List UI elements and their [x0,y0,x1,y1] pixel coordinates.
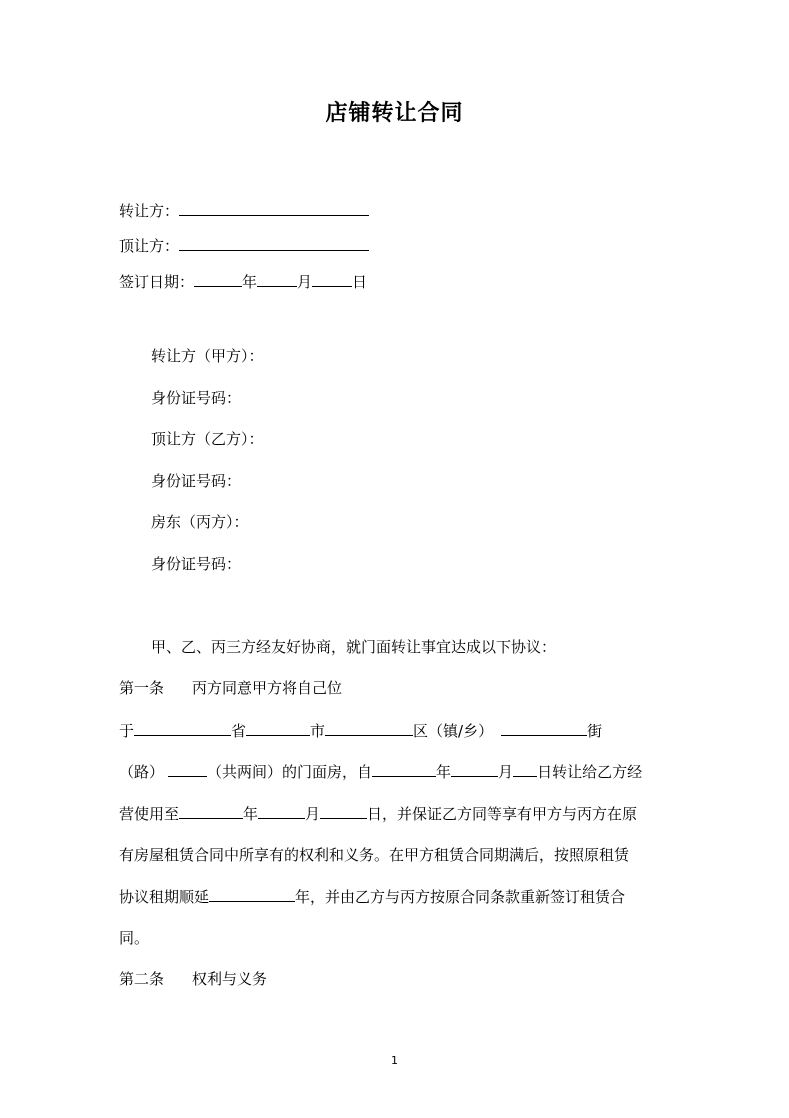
start-month-blank [451,761,498,777]
article-1-line-2 [119,761,642,782]
article-1-heading [119,678,342,698]
sign-date-field [119,271,367,292]
road-blank [168,761,207,777]
start-day-blank [513,761,537,777]
party-c-label: 房东（丙方）： [151,513,249,531]
article-2-heading [119,969,267,989]
sign-year-blank [194,271,242,287]
article-1-text: （路） [119,763,165,781]
extension-years-blank [209,886,295,902]
article-1-line-6: 同。 [119,929,150,947]
party-b-label: 顶让方（乙方）： [151,430,264,448]
article-1-line-1 [119,720,602,741]
article-1-text: 日，并保证乙方同等享有甲方与丙方在原 [367,805,638,823]
article-1-line-5 [119,886,625,907]
article-2-heading-text: 权利与义务 [192,970,268,988]
article-1-text: 年，并由乙方与丙方按原合同条款重新签订租赁合 [295,888,626,906]
article-1-text: 年 [243,805,259,823]
article-1-line-3 [119,803,637,824]
article-2-number: 第二条 [119,970,165,988]
article-1-text: 市 [310,722,326,740]
document-title: 店铺转让合同 [325,100,464,126]
party-c-id-label: 身份证号码： [151,555,242,573]
transferor-blank [179,200,369,216]
end-day-blank [320,803,367,819]
sign-date-label: 签订日期： [119,273,195,291]
article-1-text: 街 [587,722,603,740]
sign-day-blank [312,271,352,287]
article-1-text: 协议租期顺延 [119,888,210,906]
article-1-text: 月 [305,805,321,823]
start-year-blank [372,761,436,777]
end-year-blank [179,803,243,819]
article-1-text: 区（镇/乡） [413,722,494,740]
article-1-text: （共两间）的门面房，自 [207,763,373,781]
party-b-id-label: 身份证号码： [151,472,242,490]
transferor-field [119,200,369,221]
intro-paragraph: 甲、乙、丙三方经友好协商，就门面转让事宜达成以下协议： [151,638,557,656]
page-number: 1 [391,1054,398,1067]
transferor-label: 转让方： [119,202,180,220]
street-blank [501,720,587,736]
sign-month-label: 月 [297,273,313,291]
transferee-label: 顶让方： [119,237,180,255]
article-1-line-4: 有房屋租赁合同中所享有的权利和义务。在甲方租赁合同期满后，按照原租赁 [119,846,630,864]
sign-year-label: 年 [242,273,258,291]
article-1-text: 营使用至 [119,805,180,823]
article-1-heading-text: 丙方同意甲方将自己位 [192,679,343,697]
party-a-id-label: 身份证号码： [151,389,242,407]
city-blank [246,720,310,736]
sign-month-blank [257,271,297,287]
province-blank [134,720,231,736]
district-blank [325,720,413,736]
article-1-text: 省 [231,722,247,740]
end-month-blank [258,803,305,819]
transferee-field [119,235,369,256]
article-1-number: 第一条 [119,679,165,697]
party-a-label: 转让方（甲方）： [151,347,264,365]
article-1-text: 月 [498,763,514,781]
sign-day-label: 日 [352,273,368,291]
article-1-text: 年 [436,763,452,781]
transferee-blank [179,235,369,251]
article-1-text: 日转让给乙方经 [537,763,643,781]
article-1-text: 于 [119,722,135,740]
